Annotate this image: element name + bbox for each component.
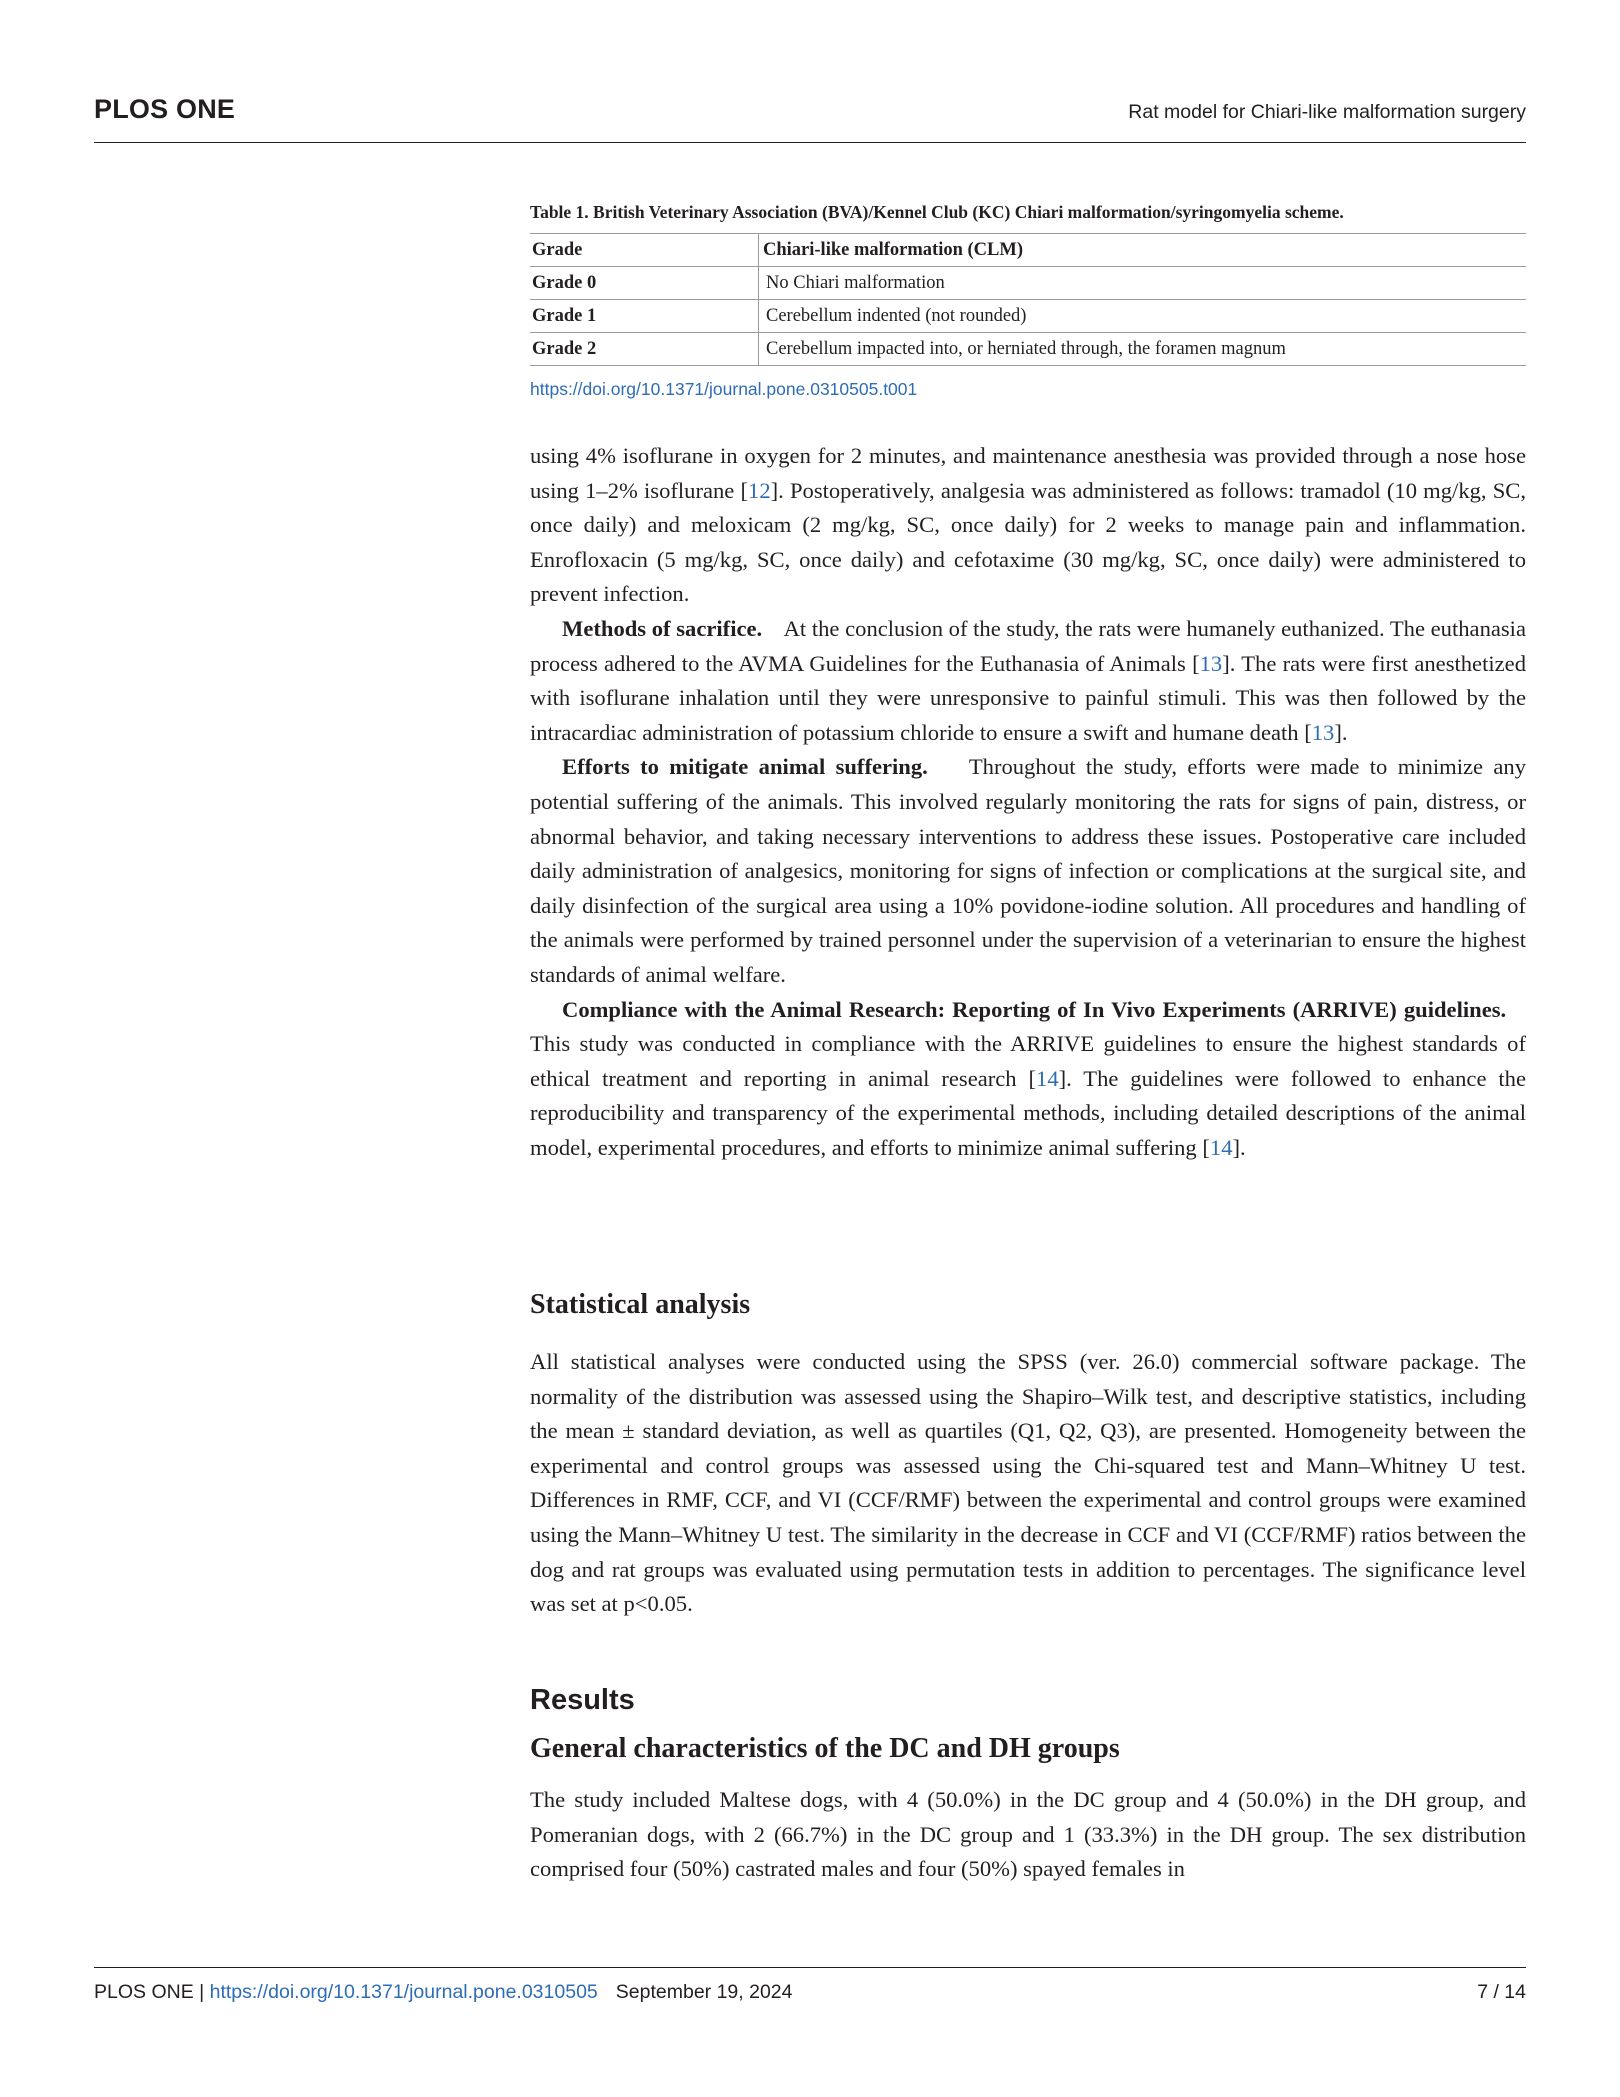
table-header-cell: Grade (530, 234, 759, 267)
paragraph-sacrifice (530, 612, 1526, 750)
subsection-heading: General characteristics of the DC and DH groups (530, 1733, 1120, 1764)
paragraph-anesthesia (530, 439, 1526, 612)
footer-doi-link[interactable]: https://doi.org/10.1371/journal.pone.0310505 (209, 1981, 598, 2003)
running-title: Rat model for Chiari-like malformation surgery (1128, 101, 1526, 123)
paragraph-statistics: All statistical analyses were conducted using the SPSS (ver. 26.0) commercial software package. The normality of the distribution was assessed using the Shapiro–Wilk test, and descriptive statistics, including the mean ± standard deviation, as well as quartiles (Q1, Q2, Q3), are presented. Homogeneity between the experimental and control groups was assessed using the Chi-squared test and Mann–Whitney U test. Differences in RMF, CCF, and VI (CCF/RMF) between the experimental and control groups were examined using the Mann–Whitney U test. The similarity in the decrease in CCF and VI (CCF/RMF) ratios between the dog and rat groups was evaluated using permutation tests in addition to percentages. The significance level was set at p<0.05. (530, 1349, 1526, 1617)
section-heading-statistics: Statistical analysis (530, 1289, 751, 1320)
results-block (530, 1783, 1526, 1887)
statistics-block (530, 1345, 1526, 1622)
citation-link[interactable]: 14 (1209, 1134, 1233, 1160)
table-row (530, 267, 1526, 300)
text-run: ]. The rats were first anesthetized with isoflurane inhalation until they were unresponsive to painful stimuli. This was then followed by the intracardiac administration of potassium chloride to ensure a swift and humane death [ (530, 650, 1526, 745)
table-cell-clm: Cerebellum impacted into, or herniated through, the foramen magnum (759, 333, 1527, 366)
methods-block (530, 439, 1526, 1165)
page-footer (94, 1981, 1526, 2004)
paragraph-results: The study included Maltese dogs, with 4 (50.0%) in the DC group and 4 (50.0%) in the DH group, and Pomeranian dogs, with 2 (66.7%) in the DC group and 1 (33.3%) in the DH group. The sex distribution comprised four (50%) castrated males and four (50%) spayed females in (530, 1787, 1526, 1882)
paragraph-heading: Compliance with the Animal Research: Reporting of In Vivo Experiments (ARRIVE) guidelines. (562, 996, 1507, 1022)
journal-brand: PLOS ONE (94, 94, 236, 124)
table-cell-clm: No Chiari malformation (759, 267, 1527, 300)
table-header-cell: Chiari-like malformation (CLM) (759, 234, 1527, 267)
table-cell-grade: Grade 1 (530, 300, 759, 333)
table-cell-grade: Grade 0 (530, 267, 759, 300)
table-cell-grade: Grade 2 (530, 333, 759, 366)
table-caption: Table 1. British Veterinary Association (BVA)/Kennel Club (KC) Chiari malformation/syringomyelia scheme. (530, 202, 1344, 222)
scheme-table (530, 233, 1526, 366)
page-number: 7 / 14 (1477, 1981, 1526, 2003)
text-run: ]. (1334, 719, 1348, 745)
text-run: using 4% isoflurane in oxygen for 2 minutes, and maintenance anesthesia was provided through a nose hose using 1–2% isoflurane [ (530, 443, 1526, 503)
table-cell-clm: Cerebellum indented (not rounded) (759, 300, 1527, 333)
text-run: This study was conducted in compliance with the ARRIVE guidelines to ensure the highest standards of ethical treatment and reporting in animal research [ (530, 1031, 1526, 1091)
citation-link[interactable]: 13 (1199, 650, 1223, 676)
text-run: ]. (1232, 1134, 1246, 1160)
header-rule (94, 142, 1526, 143)
text-run: ]. The guidelines were followed to enhance the reproducibility and transparency of the experimental methods, including detailed descriptions of the animal model, experimental procedures, and efforts to minimize animal suffering [ (530, 1065, 1526, 1160)
paragraph-heading: Efforts to mitigate animal suffering. (562, 754, 928, 780)
text-run: ]. Postoperatively, analgesia was administered as follows: tramadol (10 mg/kg, SC, once daily) and meloxicam (2 mg/kg, SC, once daily) for 2 weeks to manage pain and inflammation. Enrofloxacin (5 mg/kg, SC, once daily) and cefotaxime (30 mg/kg, SC, once daily) were administered to prevent infection. (530, 477, 1527, 607)
paragraph-heading: Methods of sacrifice. (562, 615, 763, 641)
paragraph-arrive (530, 993, 1526, 1166)
section-heading-results: Results (530, 1684, 635, 1716)
table-header-row (530, 234, 1526, 267)
footer-journal: PLOS ONE | (94, 1981, 210, 2003)
paragraph-suffering (530, 750, 1526, 992)
citation-link[interactable]: 12 (748, 477, 771, 503)
table-row (530, 333, 1526, 366)
text-run: At the conclusion of the study, the rats were humanely euthanized. The euthanasia process adhered to the AVMA Guidelines for the Euthanasia of Animals [ (530, 615, 1526, 676)
table-doi-link[interactable]: https://doi.org/10.1371/journal.pone.0310505.t001 (530, 379, 918, 399)
footer-date: September 19, 2024 (615, 1981, 793, 2003)
table-row (530, 300, 1526, 333)
citation-link[interactable]: 13 (1311, 719, 1335, 745)
text-run: Throughout the study, efforts were made to minimize any potential suffering of the animals. This involved regularly monitoring the rats for signs of pain, distress, or abnormal behavior, and taking necessary interventions to address these issues. Postoperative care included daily administration of analgesics, monitoring for signs of infection or complications at the surgical site, and daily disinfection of the surgical area using a 10% povidone-iodine solution. All procedures and handling of the animals were performed by trained personnel under the supervision of a veterinarian to ensure the highest standards of animal welfare. (530, 754, 1526, 987)
citation-link[interactable]: 14 (1036, 1065, 1059, 1091)
footer-rule (94, 1967, 1526, 1968)
